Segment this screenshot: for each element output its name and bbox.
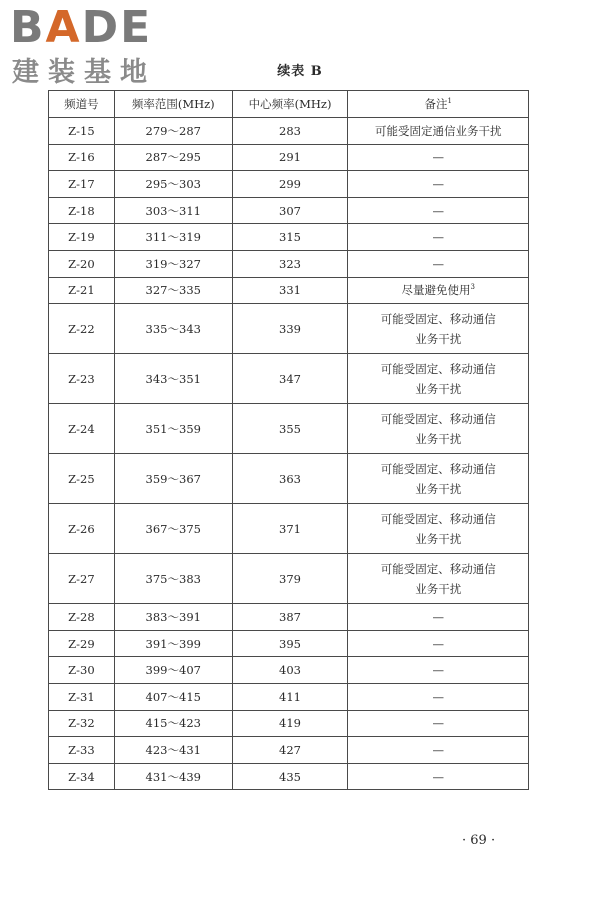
cell-center: 355 xyxy=(232,404,348,454)
remark-line: — xyxy=(432,203,444,218)
cell-remark xyxy=(348,763,529,790)
remark-line: — xyxy=(432,663,444,678)
cell-range: 279～287 xyxy=(114,118,232,145)
cell-range: 335～343 xyxy=(114,304,232,354)
cell-center: 339 xyxy=(232,304,348,354)
cell-range: 351～359 xyxy=(114,404,232,454)
header-range: 频率范围(MHz) xyxy=(114,91,232,118)
cell-center: 427 xyxy=(232,737,348,764)
remark-line: 可能受固定、移动通信 xyxy=(380,561,496,576)
cell-remark xyxy=(348,554,529,604)
table-row xyxy=(49,118,529,145)
remark-line: 可能受固定、移动通信 xyxy=(380,361,496,376)
cell-channel: Z-24 xyxy=(49,404,115,454)
cell-channel: Z-20 xyxy=(49,250,115,277)
table-row xyxy=(49,737,529,764)
cell-channel: Z-32 xyxy=(49,710,115,737)
cell-channel: Z-22 xyxy=(49,304,115,354)
remark-line: — xyxy=(432,150,444,165)
cell-channel: Z-30 xyxy=(49,657,115,684)
cell-center: 419 xyxy=(232,710,348,737)
cell-center: 371 xyxy=(232,504,348,554)
cell-channel: Z-28 xyxy=(49,604,115,631)
table-row xyxy=(49,554,529,604)
cell-center: 411 xyxy=(232,683,348,710)
cell-range: 415～423 xyxy=(114,710,232,737)
header-remark: 备注$^1$ xyxy=(348,91,529,118)
cell-remark xyxy=(348,144,529,171)
logo-latin: BADE xyxy=(10,2,153,53)
cell-channel: Z-33 xyxy=(49,737,115,764)
cell-range: 287～295 xyxy=(114,144,232,171)
remark-line: 尽量避免使用 xyxy=(401,283,471,298)
logo-cjk: 建装基地 xyxy=(12,57,156,88)
cell-channel: Z-34 xyxy=(49,763,115,790)
cell-channel: Z-25 xyxy=(49,454,115,504)
table-title: 续表 B xyxy=(277,64,323,79)
table-body xyxy=(49,118,529,790)
cell-range: 319～327 xyxy=(114,250,232,277)
remark-line: — xyxy=(432,176,444,191)
table-row xyxy=(49,763,529,790)
cell-range: 399～407 xyxy=(114,657,232,684)
cell-remark xyxy=(348,118,529,145)
remark-footnote: 3 xyxy=(470,283,475,292)
cell-remark xyxy=(348,630,529,657)
cell-channel: Z-21 xyxy=(49,277,115,304)
logo-accent-letter: A xyxy=(45,2,82,53)
cell-range: 311～319 xyxy=(114,224,232,251)
cell-channel: Z-19 xyxy=(49,224,115,251)
cell-center: 315 xyxy=(232,224,348,251)
cell-remark xyxy=(348,504,529,554)
cell-center: 299 xyxy=(232,171,348,198)
cell-channel: Z-23 xyxy=(49,354,115,404)
table-row xyxy=(49,504,529,554)
cell-remark xyxy=(348,354,529,404)
cell-range: 327～335 xyxy=(114,277,232,304)
remark-line: 可能受固定、移动通信 xyxy=(380,311,496,326)
cell-remark xyxy=(348,197,529,224)
remark-line: — xyxy=(432,256,444,271)
cell-range: 391～399 xyxy=(114,630,232,657)
remark-line: — xyxy=(432,609,444,624)
remark-line: 可能受固定、移动通信 xyxy=(380,411,496,426)
table-row xyxy=(49,277,529,304)
cell-channel: Z-15 xyxy=(49,118,115,145)
remark-line: — xyxy=(432,230,444,245)
table-row xyxy=(49,630,529,657)
cell-center: 347 xyxy=(232,354,348,404)
cell-channel: Z-29 xyxy=(49,630,115,657)
table-row xyxy=(49,144,529,171)
cell-remark xyxy=(348,737,529,764)
cell-center: 291 xyxy=(232,144,348,171)
cell-remark xyxy=(348,404,529,454)
table-row xyxy=(49,250,529,277)
cell-range: 343～351 xyxy=(114,354,232,404)
cell-range: 407～415 xyxy=(114,683,232,710)
remark-line-2: 业务干扰 xyxy=(415,481,462,496)
cell-center: 283 xyxy=(232,118,348,145)
table-header-row xyxy=(49,91,529,118)
cell-remark xyxy=(348,250,529,277)
cell-channel: Z-16 xyxy=(49,144,115,171)
cell-center: 395 xyxy=(232,630,348,657)
cell-center: 387 xyxy=(232,604,348,631)
cell-remark xyxy=(348,454,529,504)
cell-center: 331 xyxy=(232,277,348,304)
table-row xyxy=(49,454,529,504)
remark-line: — xyxy=(432,769,444,784)
table-row xyxy=(49,683,529,710)
remark-line-2: 业务干扰 xyxy=(415,431,462,446)
cell-range: 375～383 xyxy=(114,554,232,604)
cell-remark xyxy=(348,304,529,354)
table-row xyxy=(49,604,529,631)
cell-range: 431～439 xyxy=(114,763,232,790)
remark-line: 可能受固定、移动通信 xyxy=(380,461,496,476)
remark-line-2: 业务干扰 xyxy=(415,581,462,596)
cell-center: 379 xyxy=(232,554,348,604)
remark-line: — xyxy=(432,689,444,704)
cell-range: 295～303 xyxy=(114,171,232,198)
cell-range: 303～311 xyxy=(114,197,232,224)
cell-remark xyxy=(348,224,529,251)
remark-line-2: 业务干扰 xyxy=(415,381,462,396)
cell-range: 359～367 xyxy=(114,454,232,504)
cell-channel: Z-31 xyxy=(49,683,115,710)
cell-channel: Z-26 xyxy=(49,504,115,554)
cell-center: 403 xyxy=(232,657,348,684)
cell-channel: Z-27 xyxy=(49,554,115,604)
remark-line: — xyxy=(432,742,444,757)
cell-range: 383～391 xyxy=(114,604,232,631)
remark-line: 可能受固定、移动通信 xyxy=(380,511,496,526)
cell-remark xyxy=(348,683,529,710)
remark-line-2: 业务干扰 xyxy=(415,331,462,346)
table-row xyxy=(49,171,529,198)
remark-line: — xyxy=(432,716,444,731)
table-row xyxy=(49,224,529,251)
cell-remark xyxy=(348,657,529,684)
table-row xyxy=(49,657,529,684)
cell-center: 363 xyxy=(232,454,348,504)
remark-line-2: 业务干扰 xyxy=(415,531,462,546)
cell-remark xyxy=(348,171,529,198)
table-row xyxy=(49,710,529,737)
cell-center: 435 xyxy=(232,763,348,790)
header-center: 中心频率(MHz) xyxy=(232,91,348,118)
remark-line: — xyxy=(432,636,444,651)
cell-center: 307 xyxy=(232,197,348,224)
header-channel: 频道号 xyxy=(49,91,115,118)
cell-remark xyxy=(348,277,529,304)
cell-channel: Z-17 xyxy=(49,171,115,198)
header-remark-footnote: 1 xyxy=(447,97,452,106)
table-row xyxy=(49,197,529,224)
remark-line: 可能受固定通信业务干扰 xyxy=(374,123,502,138)
cell-channel: Z-18 xyxy=(49,197,115,224)
cell-range: 423～431 xyxy=(114,737,232,764)
cell-center: 323 xyxy=(232,250,348,277)
table-row xyxy=(49,404,529,454)
page-number: · 69 · xyxy=(462,833,496,848)
table-row xyxy=(49,304,529,354)
cell-remark xyxy=(348,710,529,737)
cell-range: 367～375 xyxy=(114,504,232,554)
frequency-table xyxy=(48,90,529,790)
cell-remark xyxy=(348,604,529,631)
table-row xyxy=(49,354,529,404)
